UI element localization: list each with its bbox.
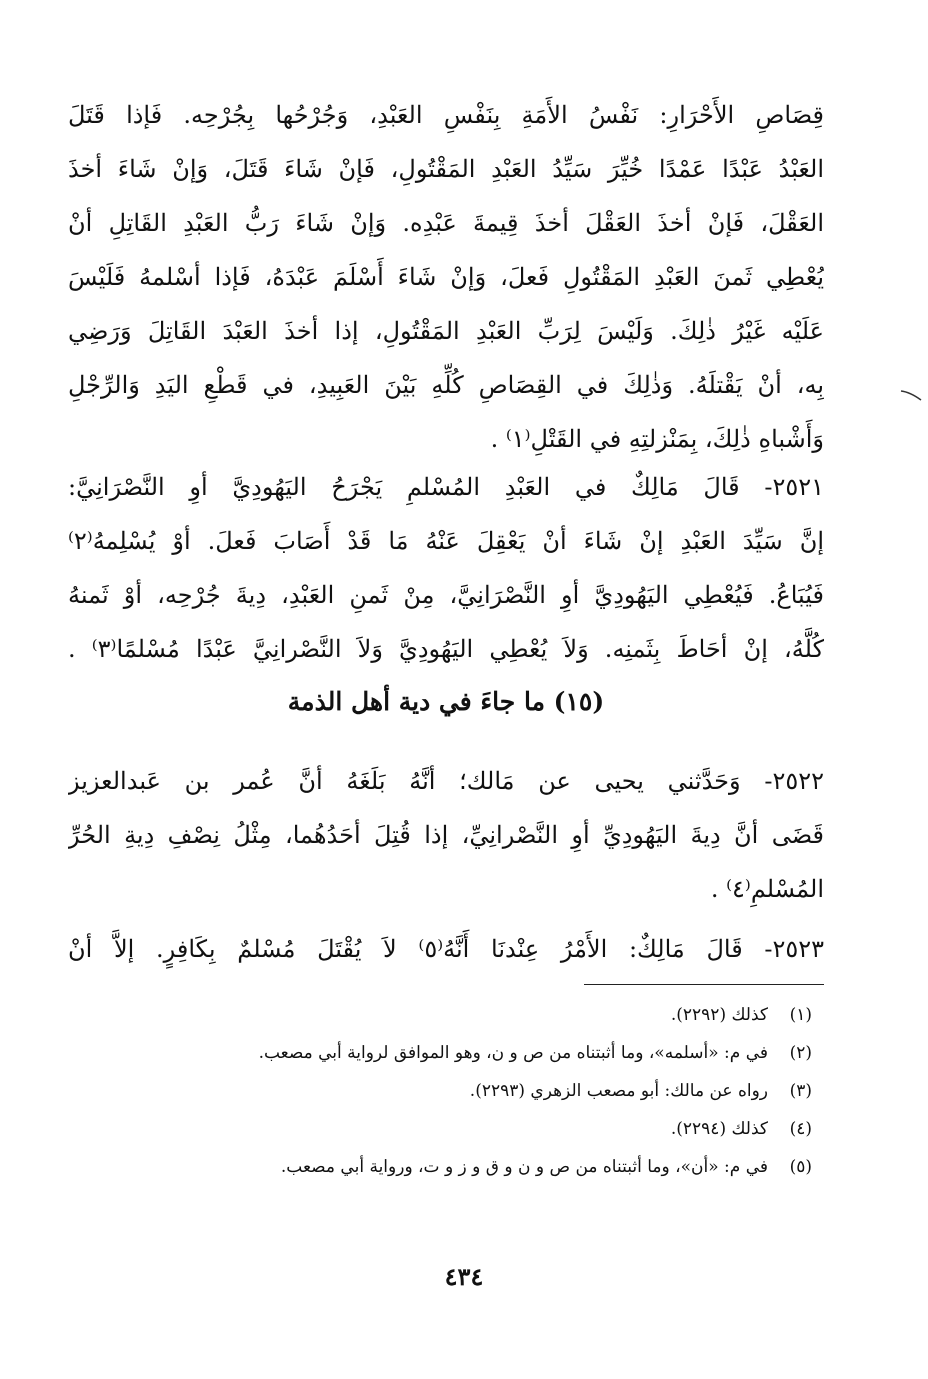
text-line: عَلَيْه غَيْرُ ذٰلِكَ. وَلَيْسَ لِرَبِّ العَبْدِ المَقْتُولِ، إذا أخذَ العَبْدَ القَاتِلَ وَرَضِي xyxy=(68,317,824,345)
text-line: ٢٥٢١- قَالَ مَالِكٌ في العَبْدِ المُسْلمِ يَجْرَحُ اليَهُودِيَّ أوِ النَّصْرَانِيَّ: xyxy=(68,473,824,501)
text-line: ٢٥٢٣- قَالَ مَالِكٌ: الأَمْرُ عِنْدنَا أَنَّهُ⁽٥⁾ لاَ يُقْتَلَ مُسْلمٌ بِكَافِرٍ. إلاَّ أنْ xyxy=(68,935,824,963)
text-line: العَقْلَ، فَإنْ أخذَ العَقْلَ أخذَ قِيمةَ عَبْدِه. وَإنْ شَاءَ رَبُّ العَبْدِ القَاتِلِ أنْ xyxy=(68,209,824,237)
footnotes xyxy=(68,996,824,1186)
footnote-separator xyxy=(584,984,824,985)
footnote-text: في م: «أن»، وما أثبتناه من ص و ن و ق و ز و ت، ورواية أبي مصعب. xyxy=(280,1157,768,1177)
text-line: كُلَّهُ، إنْ أحَاطَ بِثَمنِه. وَلاَ يُعْطِي اليَهُودِيَّ وَلاَ النَّصْرانِيَّ عَبْدًا مُسْلمًا⁽٣⁾ . xyxy=(68,635,824,663)
footnote-number: (٥) xyxy=(789,1157,812,1177)
footnote-text: رواه عن مالك: أبو مصعب الزهري (٢٢٩٣). xyxy=(469,1081,768,1101)
footnote-number: (٣) xyxy=(789,1081,812,1101)
text-line: قِصَاصِ الأَحْرَارِ: نَفْسُ الأَمَةِ بِنَفْسِ العَبْدِ، وَجُرْحُها بِجُرْحِه. فَإذا قَتَلَ xyxy=(68,101,824,129)
text-line: العَبْدُ عَبْدًا عَمْدًا خُيِّرَ سَيِّدُ العَبْدِ المَقْتُولِ، فَإنْ شَاءَ قَتَلَ، وَإنْ شَاءَ أخذَ xyxy=(68,155,824,183)
footnote-number: (٤) xyxy=(789,1119,812,1139)
footnote-text: كذلك (٢٢٩٤). xyxy=(670,1119,768,1139)
scan-mark xyxy=(900,388,922,402)
footnote-4 xyxy=(68,1110,812,1148)
paragraph-2523 xyxy=(68,922,824,976)
text-line: يُعْطِي ثَمنَ العَبْدِ المَقْتُولِ فَعلَ، وَإنْ شَاءَ أَسْلَمَ عَبْدَهُ، فَإذا أسْلمهُ فَلَيْسَ xyxy=(68,263,824,291)
text-line: قَضَى أنَّ دِيةَ اليَهُودِيِّ أوِ النَّصْرانِيِّ، إذا قُتِلَ أحَدُهُما، مِثْلُ نِصْفِ دِيةِ الحُرِّ xyxy=(68,821,824,849)
text-line: فَيُبَاعُ. فَيُعْطِي اليَهُودِيَّ أوِ النَّصْرَانِيَّ، مِنْ ثَمنِ العَبْدِ، دِيةَ جُرْحِه، أوْ ثَمنهُ xyxy=(68,581,824,609)
footnote-text: كذلك (٢٢٩٢). xyxy=(670,1005,768,1025)
paragraph-2522 xyxy=(68,754,824,916)
text-line: المُسْلمِ⁽٤⁾ . xyxy=(710,875,824,903)
section-heading: (١٥) ما جاءَ في دية أهل الذمة xyxy=(287,687,605,716)
paragraph-1 xyxy=(68,88,824,466)
text-line: ٢٥٢٢- وَحَدَّثني يحيى عن مَالك؛ أنَّهُ بَلَغَهُ أنَّ عُمر بن عَبدالعزيز xyxy=(68,767,824,795)
footnote-number: (١) xyxy=(789,1005,812,1025)
footnote-number: (٢) xyxy=(789,1043,812,1063)
footnote-3 xyxy=(68,1072,812,1110)
text-line: وَأَشْباهِ ذٰلِكَ، بِمَنْزلتِهِ في القَتْلِ⁽١⁾ . xyxy=(490,425,824,453)
text-line: بِه، أنْ يَقْتلَهُ. وَذٰلِكَ في القِصَاصِ كُلِّهِ بَيْنَ العَبِيدِ، في قَطْعِ اليَدِ وَالرِّجْلِ xyxy=(68,371,824,399)
footnote-5 xyxy=(68,1148,812,1186)
footnote-text: في م: «أسلمه»، وما أثبتناه من ص و ن، وهو الموافق لرواية أبي مصعب. xyxy=(258,1043,768,1063)
page-number: ٤٣٤ xyxy=(444,1262,484,1291)
paragraph-2521 xyxy=(68,460,824,676)
footnote-2 xyxy=(68,1034,812,1072)
footnote-1 xyxy=(68,996,812,1034)
text-line: إنَّ سَيِّدَ العَبْدِ إنْ شَاءَ أنْ يَعْقِلَ عَنْهُ مَا قَدْ أَصَابَ فَعلَ. أوْ يُسْلِمهُ⁽٢⁾ xyxy=(68,527,824,555)
